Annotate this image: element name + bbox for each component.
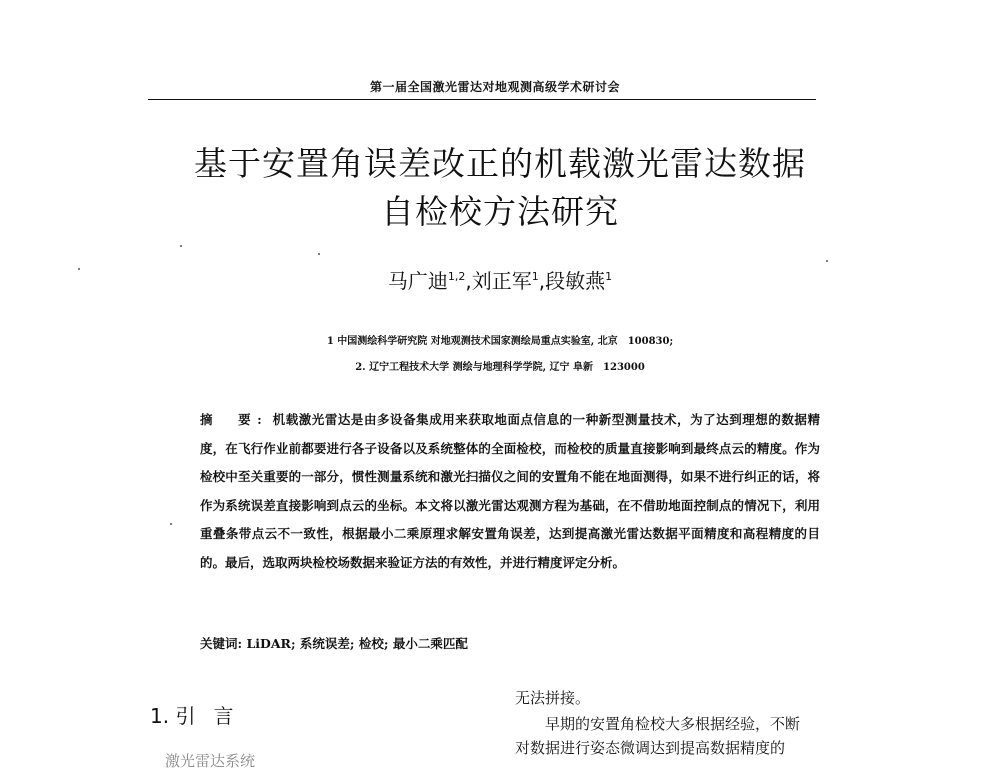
author-affil: 1 [531, 270, 539, 283]
conference-header: 第一届全国激光雷达对地观测高级学术研讨会 [369, 80, 620, 94]
column-1-fragment: 激光雷达系统 [165, 752, 256, 770]
abstract-label: 摘 要: [200, 412, 268, 427]
author-3 [545, 269, 612, 293]
scan-speck [78, 268, 80, 270]
column-2-line-2: 早期的安置角检校大多根据经验，不断 [545, 715, 801, 733]
abstract-text: 机载激光雷达是由多设备集成用来获取地面点信息的一种新型测量技术，为了达到理想的数据精度，在飞行作业前都要进行各子设备以及系统整体的全面检校，而检校的质量直接影响到最终点云的精度。作为检校中至关重要的一部分，惯性测量系统和激光扫描仪之间的安置角不能在地面测得，如果不进行纠正的话，将作为系统误差直接影响到点云的坐标。本文将以激光雷达观测方程为基础，在不借助地面控制点的情况下，利用重叠条带点云不一致性，根据最小二乘原理求解安置角误差，达到提高激光雷达数据平面精度和高程精度的目的。最后，选取两块检校场数据来验证方法的有效性，并进行精度评定分析。 [200, 412, 820, 570]
column-2-line-1: 无法拼接。 [515, 689, 591, 707]
author-name: 马广迪 [387, 269, 448, 293]
scan-speck [826, 260, 828, 262]
author-1 [388, 269, 472, 293]
affiliation-1: 1 中国测绘科学研究院 对地观测技术国家测绘局重点实验室, 北京 100830; [326, 336, 674, 347]
author-affil: 1,2 [447, 270, 466, 283]
scan-speck [170, 523, 172, 525]
paper-title-line-1: 基于安置角误差改正的机载激光雷达数据 [194, 144, 806, 183]
section-title-char-1: 引 [175, 704, 196, 728]
author-name: 刘正军 [471, 269, 532, 293]
author-sep: , [538, 269, 546, 293]
section-1-heading [150, 700, 233, 729]
author-sep: , [465, 269, 472, 293]
header-rule [148, 99, 816, 100]
keywords-text: LiDAR; 系统误差; 检校; 最小二乘匹配 [246, 636, 468, 651]
scan-speck [318, 253, 320, 255]
keywords-label: 关键词: [200, 636, 243, 651]
author-affil: 1 [605, 270, 613, 283]
scan-speck [180, 245, 182, 247]
abstract [200, 406, 820, 577]
author-2 [472, 269, 545, 293]
section-title-char-2: 言 [213, 704, 234, 728]
paper-title-line-2: 自检校方法研究 [381, 192, 619, 231]
affiliation-2: 2. 辽宁工程技术大学 测绘与地理科学学院, 辽宁 阜新 123000 [355, 362, 645, 373]
section-number: 1. [150, 704, 170, 728]
author-list [100, 265, 900, 294]
author-name: 段敏燕 [545, 269, 606, 293]
keywords [200, 634, 820, 652]
column-2-line-3: 对数据进行姿态微调达到提高数据精度的 [515, 739, 786, 757]
